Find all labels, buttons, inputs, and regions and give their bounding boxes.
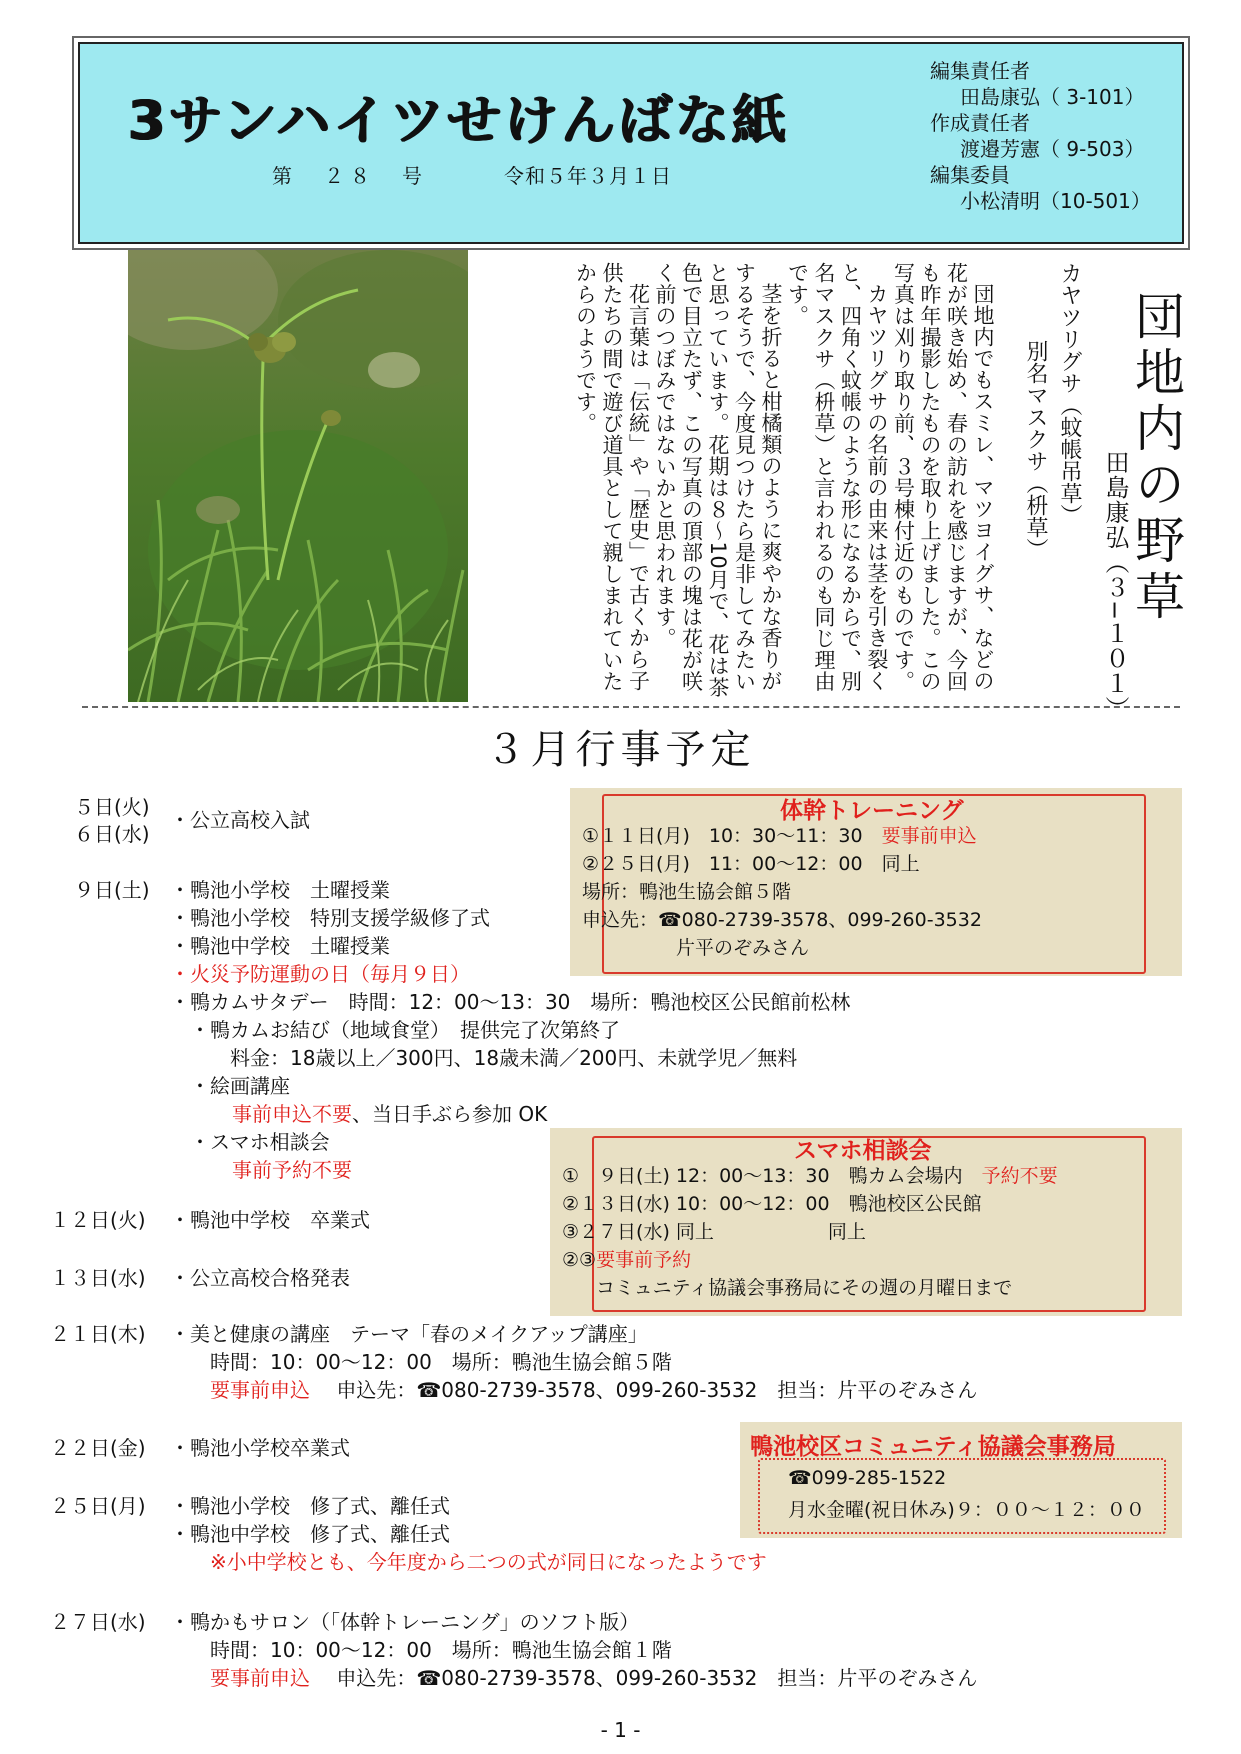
staff-role: 編集責任者 — [930, 59, 1030, 83]
plant-alt-name: 別名マスクサ（枡草） — [1023, 340, 1048, 560]
event-note-red: 事前予約不要 — [232, 1158, 352, 1182]
event-detail-row — [210, 1666, 977, 1690]
training-session-2: ②２５日(月) 11：00～12：00 同上 — [582, 853, 920, 875]
staff-role: 編集委員 — [930, 163, 1010, 187]
smartphone-session-3: ③２７日(水) 同上 同上 — [562, 1221, 866, 1243]
event-item: ・美と健康の講座 テーマ「春のメイクアップ講座」 — [170, 1322, 648, 1346]
office-box — [740, 1422, 1182, 1538]
smartphone-session-1 — [562, 1164, 1058, 1188]
event-detail-row — [232, 1102, 547, 1126]
staff-name: 渡邉芳憲（ 9-503） — [960, 137, 1145, 161]
event-note-red: 事前申込不要 — [232, 1102, 352, 1126]
event-detail: 時間：10：00～12：00 場所：鴨池生協会館５階 — [210, 1350, 672, 1374]
staff-name: 田島康弘（ 3-101） — [960, 85, 1145, 109]
event-item: ・鴨カムお結び（地域食堂） 提供完了次第終了 — [190, 1018, 620, 1042]
event-note-red: 要事前申込 — [210, 1666, 310, 1690]
event-item: ・鴨カムサタデー 時間：12：00～13：30 場所：鴨池校区公民館前松林 — [170, 990, 851, 1014]
events-heading: ３月行事予定 — [485, 727, 756, 773]
smartphone-reservation — [562, 1248, 691, 1272]
event-detail: 料金：18歳以上／300円、18歳未満／200円、未就学児／無料 — [230, 1046, 798, 1070]
sedge-photo-image — [128, 250, 468, 702]
training-session-1 — [582, 824, 977, 848]
event-date: １３日(水) — [50, 1266, 146, 1290]
event-item: ・公立高校入試 — [170, 808, 310, 832]
training-note: 要事前申込 — [881, 825, 977, 847]
event-detail: 、当日手ぶら参加 OK — [352, 1102, 548, 1126]
event-item: ・鴨池中学校 土曜授業 — [170, 934, 390, 958]
event-date: ２５日(月) — [50, 1494, 146, 1518]
event-date: ９日(土) — [74, 878, 150, 902]
staff-name: 小松清明（10-501） — [960, 189, 1151, 213]
smartphone-session-2: ②１３日(水) 10：00～12：00 鴨池校区公民館 — [562, 1193, 982, 1215]
training-box-title: 体幹トレーニング — [780, 798, 964, 824]
event-date: １２日(火) — [50, 1208, 146, 1232]
office-box-title: 鴨池校区コミュニティ協議会事務局 — [750, 1434, 1116, 1460]
article-paragraph: 花言葉は「伝統」や「歴史」で古くから子供たちの間で遊び道具として親しまれていたからのようです。 — [573, 262, 651, 692]
event-item: ・鴨池小学校 特別支援学級修了式 — [170, 906, 490, 930]
event-item: ・鴨池小学校 修了式、離任式 — [170, 1494, 450, 1518]
smartphone-note: 要事前予約 — [596, 1249, 692, 1271]
masthead-title: 3サンハイツせけんばな紙 — [128, 89, 790, 152]
event-item: ・鴨池中学校 修了式、離任式 — [170, 1522, 450, 1546]
event-date: ２１日(木) — [50, 1322, 146, 1346]
office-hours: 月水金曜(祝日休み)９：００～１２：００ — [788, 1499, 1145, 1521]
event-item: ・公立高校合格発表 — [170, 1266, 350, 1290]
event-date: ６日(水) — [74, 822, 150, 846]
event-date: ２２日(金) — [50, 1436, 146, 1460]
staff-list — [930, 58, 1160, 214]
event-note-red: ※小中学校とも、今年度から二つの式が同日になったようです — [210, 1550, 767, 1574]
article-paragraph: 団地内でもスミレ、マツヨイグサ、などの花が咲き始め、春の訪れを感じますが、今回も昨年撮影したものを取り上げました。この写真は刈り取り前、３号棟付近のものです。 — [891, 262, 995, 692]
office-phone: ☎099-285-1522 — [788, 1467, 947, 1489]
smartphone-deadline: コミュニティ協議会事務局にその週の月曜日まで — [596, 1277, 1013, 1299]
article-author: 田島康弘（３−１０１） — [1101, 450, 1129, 722]
event-detail: 申込先：☎080-2739-3578、099-260-3532 担当：片平のぞみさん — [336, 1378, 978, 1402]
training-contact: 申込先：☎080-2739-3578、099-260-3532 — [582, 909, 982, 931]
section-divider — [82, 706, 1180, 708]
event-date: ２７日(水) — [50, 1610, 146, 1634]
smartphone-row: ① ９日(土) 12：00～13：30 鴨カム会場内 — [562, 1165, 963, 1187]
sedge-photo — [128, 250, 468, 702]
plant-name: カヤツリグサ（蚊帳吊草） — [1057, 262, 1082, 526]
training-place: 場所：鴨池生協会館５階 — [582, 881, 792, 903]
event-note-red: 要事前申込 — [210, 1378, 310, 1402]
training-box — [570, 788, 1182, 976]
event-item-highlight: ・火災予防運動の日（毎月９日） — [170, 962, 470, 986]
event-detail: 申込先：☎080-2739-3578、099-260-3532 担当：片平のぞみさん — [336, 1666, 978, 1690]
event-date: ５日(火) — [74, 795, 150, 819]
smartphone-note: 予約不要 — [981, 1165, 1058, 1187]
event-item: ・鴨かもサロン（「体幹トレーニング」のソフト版） — [170, 1610, 640, 1634]
event-detail: 時間：10：00～12：00 場所：鴨池生協会館１階 — [210, 1638, 672, 1662]
event-item: ・鴨池小学校卒業式 — [170, 1436, 350, 1460]
issue-date: 令和５年３月１日 — [504, 164, 672, 188]
smartphone-box — [550, 1128, 1182, 1316]
article-paragraph: カヤツリグサの名前の由来は茎を引き裂くと、四角く蚊帳のような形になるからで、別名マスクサ（枡草）と言われるのも同じ理由です。 — [785, 262, 889, 692]
event-item: ・鴨池中学校 卒業式 — [170, 1208, 370, 1232]
issue-number: 第 ２８ 号 — [272, 164, 428, 188]
article-body — [476, 262, 996, 702]
article-paragraph: 茎を折ると柑橘類のように爽やかな香りがするそうで、今度見つけたら是非してみたいと思っています。花期は８～10月で、花は茶色で目立たず、この写真の頂部の塊は花が咲く前のつぼみではないかと思われます。 — [653, 262, 783, 699]
training-contact-name: 片平のぞみさん — [676, 937, 810, 959]
training-row: ①１１日(月) 10：30～11：30 — [582, 825, 863, 847]
smartphone-row: ②③ — [562, 1249, 597, 1271]
issue-info — [272, 160, 748, 189]
smartphone-box-title: スマホ相談会 — [794, 1138, 932, 1164]
event-item: ・鴨池小学校 土曜授業 — [170, 878, 390, 902]
event-item: ・スマホ相談会 — [190, 1130, 330, 1154]
event-detail-row — [210, 1378, 977, 1402]
staff-role: 作成責任者 — [930, 111, 1030, 135]
event-item: ・絵画講座 — [190, 1074, 290, 1098]
page-number: - 1 - — [600, 1718, 641, 1742]
article-title: 団地内の野草 — [1127, 290, 1185, 626]
